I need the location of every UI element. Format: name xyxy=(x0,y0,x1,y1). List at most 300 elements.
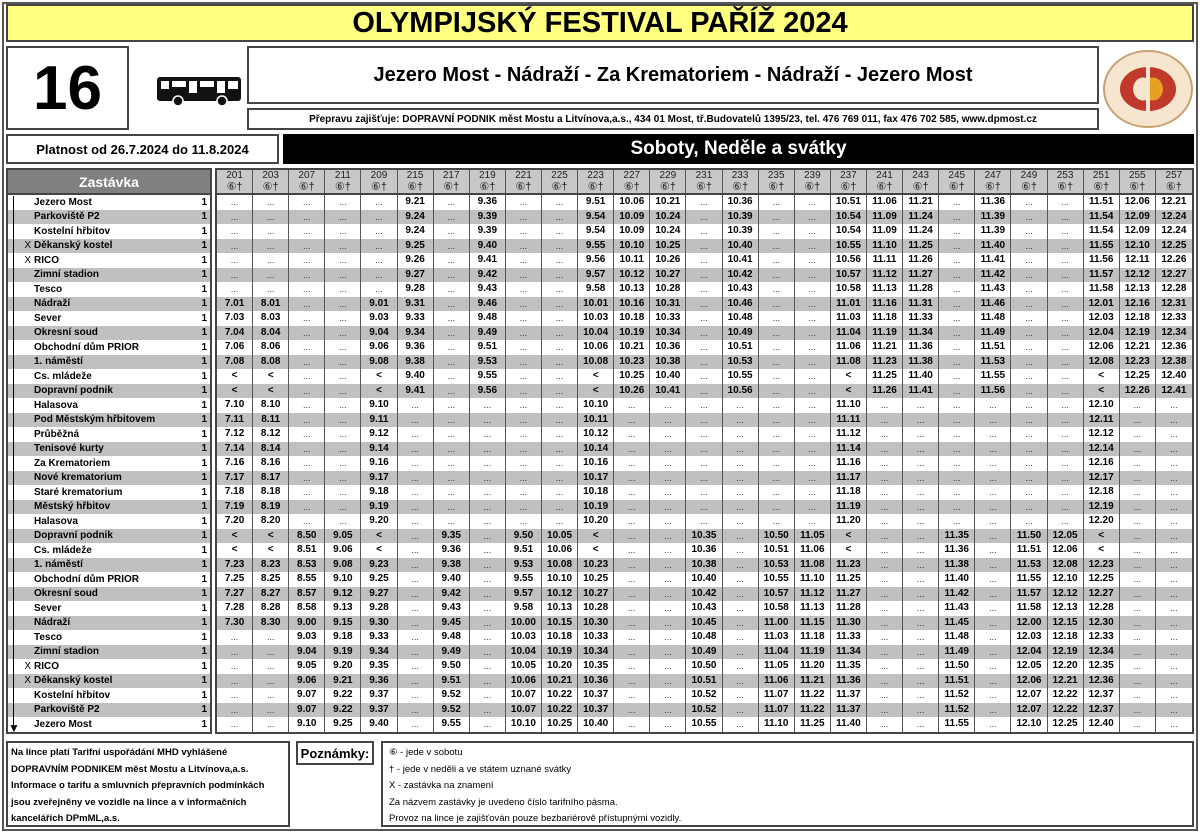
departure-time: 10.21 xyxy=(650,195,686,210)
stop-row xyxy=(8,195,210,210)
trip-day-symbols: ⑥† xyxy=(470,182,506,193)
departure-time: ... xyxy=(903,616,939,631)
departure-time: 11.07 xyxy=(759,688,795,703)
trip-day-symbols: ⑥† xyxy=(506,182,542,193)
departure-time: ... xyxy=(506,355,542,370)
trip-number: 241 xyxy=(867,170,903,182)
departure-time: ... xyxy=(795,456,831,471)
departure-time: ... xyxy=(867,398,903,413)
departure-time: ... xyxy=(217,195,253,210)
departure-time: 11.00 xyxy=(759,616,795,631)
tariff-zone: 1 xyxy=(201,254,207,266)
departure-time: 12.10 xyxy=(1120,239,1156,254)
departure-time: 12.35 xyxy=(1084,659,1120,674)
arrow-down-icon: ▼ xyxy=(8,721,20,735)
departure-time: 12.12 xyxy=(1048,587,1084,602)
departure-time: 9.36 xyxy=(398,340,434,355)
departure-time: 9.00 xyxy=(289,616,325,631)
departure-time: ... xyxy=(614,442,650,457)
departure-time: 12.28 xyxy=(1161,283,1187,294)
departure-time: ... xyxy=(1170,501,1178,512)
departure-time: ... xyxy=(217,688,253,703)
departure-time: ... xyxy=(1170,704,1178,715)
departure-time: ... xyxy=(795,485,831,500)
departure-time: 10.01 xyxy=(578,297,614,312)
tariff-zone: 1 xyxy=(201,399,207,411)
departure-time: 10.06 xyxy=(578,340,614,355)
stop-row xyxy=(8,471,210,486)
departure-time: ... xyxy=(939,210,975,225)
departure-time: ... xyxy=(217,645,253,660)
departure-time: ... xyxy=(506,384,542,399)
departure-time: 11.50 xyxy=(1011,529,1047,544)
departure-time: 9.05 xyxy=(289,659,325,674)
departure-time: 8.57 xyxy=(289,587,325,602)
stop-row xyxy=(8,326,210,341)
trip-day-symbols: ⑥† xyxy=(1120,182,1156,193)
departure-time: 9.36 xyxy=(434,543,470,558)
departure-time: 10.55 xyxy=(831,239,867,254)
departure-time: ... xyxy=(1011,398,1047,413)
departure-time: ... xyxy=(506,239,542,254)
trip-symbols-row xyxy=(217,182,1192,195)
departure-time: 9.12 xyxy=(361,427,397,442)
stop-name: Kostelní hřbitov xyxy=(34,225,111,237)
stop-name: Halasova xyxy=(34,399,78,411)
departure-time: ... xyxy=(903,674,939,689)
stop-row xyxy=(8,268,210,283)
departure-time: 10.25 xyxy=(578,572,614,587)
trip-day-symbols: ⑥† xyxy=(217,182,253,193)
departure-time: 11.24 xyxy=(903,210,939,225)
trip-numbers-row xyxy=(217,170,1192,182)
departure-time: 10.12 xyxy=(542,587,578,602)
departure-time: ... xyxy=(1048,224,1084,239)
departure-time: ... xyxy=(542,239,578,254)
departure-time: 10.18 xyxy=(578,485,614,500)
departure-time: 11.05 xyxy=(759,659,795,674)
departure-time: ... xyxy=(361,195,397,210)
departure-time: 11.41 xyxy=(903,384,939,399)
departure-time: ... xyxy=(506,282,542,297)
departure-time: 9.22 xyxy=(325,688,361,703)
departure-time: ... xyxy=(398,688,434,703)
departure-time: 10.36 xyxy=(578,674,614,689)
departure-time: 11.39 xyxy=(975,224,1011,239)
departure-time: ... xyxy=(1120,413,1156,428)
departure-time: 9.56 xyxy=(578,253,614,268)
departure-time: 10.13 xyxy=(614,282,650,297)
departure-time: ... xyxy=(723,398,759,413)
departure-time: 9.30 xyxy=(361,616,397,631)
departure-time: ... xyxy=(867,485,903,500)
departure-time: ... xyxy=(434,384,470,399)
departure-time: 10.05 xyxy=(542,529,578,544)
stop-row xyxy=(8,398,210,413)
departure-time: ... xyxy=(434,427,470,442)
departure-time: 10.33 xyxy=(578,630,614,645)
departure-time: 11.52 xyxy=(939,688,975,703)
departure-time: ... xyxy=(398,485,434,500)
table-row xyxy=(217,529,1192,544)
departure-time: ... xyxy=(506,514,542,529)
departure-time: ... xyxy=(939,297,975,312)
departure-time: < xyxy=(361,529,397,544)
departure-time: ... xyxy=(1048,456,1084,471)
departure-time: 12.21 xyxy=(1048,674,1084,689)
departure-time: ... xyxy=(686,195,722,210)
departure-time: ... xyxy=(650,601,686,616)
departure-time: ... xyxy=(398,500,434,515)
departure-time: ... xyxy=(434,369,470,384)
departure-time: ... xyxy=(975,442,1011,457)
departure-time: 10.18 xyxy=(614,311,650,326)
departure-time: 10.03 xyxy=(506,630,542,645)
stop-name: Parkoviště P2 xyxy=(34,704,100,716)
departure-time: ... xyxy=(1170,472,1178,483)
departure-time: ... xyxy=(614,688,650,703)
trip-number: 235 xyxy=(759,170,795,182)
departure-time: < xyxy=(361,543,397,558)
stop-name: RICO xyxy=(34,660,59,672)
tariff-zone: 1 xyxy=(201,472,207,484)
departure-time: ... xyxy=(542,224,578,239)
departure-time: 7.01 xyxy=(217,297,253,312)
departure-time: ... xyxy=(939,239,975,254)
departure-time: ... xyxy=(1048,485,1084,500)
stop-row xyxy=(8,485,210,500)
departure-time: ... xyxy=(289,224,325,239)
departure-time: ... xyxy=(723,558,759,573)
departure-time: 10.35 xyxy=(578,659,614,674)
stop-name: Nové krematorium xyxy=(34,472,122,484)
departure-time: 11.13 xyxy=(867,282,903,297)
departure-time: ... xyxy=(903,659,939,674)
departure-time: ... xyxy=(1120,601,1156,616)
departure-time: ... xyxy=(795,224,831,239)
departure-time: ... xyxy=(217,224,253,239)
departure-time: 10.51 xyxy=(831,195,867,210)
departure-time: ... xyxy=(434,311,470,326)
departure-time: 7.11 xyxy=(217,413,253,428)
departure-time: ... xyxy=(723,485,759,500)
departure-time: 9.03 xyxy=(361,311,397,326)
departure-time: ... xyxy=(975,616,1011,631)
departure-time: 9.25 xyxy=(325,717,361,732)
departure-time: ... xyxy=(1120,543,1156,558)
table-row xyxy=(217,398,1192,413)
departure-time: ... xyxy=(867,471,903,486)
departure-time: ... xyxy=(903,514,939,529)
departure-time: ... xyxy=(723,471,759,486)
departure-time: ... xyxy=(650,543,686,558)
departure-time: ... xyxy=(398,471,434,486)
departure-time: ... xyxy=(903,645,939,660)
departure-time: ... xyxy=(1048,297,1084,312)
departure-time: 9.54 xyxy=(578,210,614,225)
departure-time: 10.41 xyxy=(650,384,686,399)
departure-time: ... xyxy=(253,688,289,703)
departure-time: ... xyxy=(398,659,434,674)
departure-time: 8.11 xyxy=(253,413,289,428)
departure-time: ... xyxy=(939,340,975,355)
trip-number: 253 xyxy=(1048,170,1084,182)
tariff-zone: 1 xyxy=(201,443,207,455)
stops-header: Zastávka xyxy=(8,170,210,195)
departure-time: 8.53 xyxy=(289,558,325,573)
departure-time: 11.43 xyxy=(939,601,975,616)
departure-time: 9.42 xyxy=(470,268,506,283)
departure-time: ... xyxy=(795,514,831,529)
departure-time: ... xyxy=(1048,514,1084,529)
departure-time: 12.16 xyxy=(1084,456,1120,471)
trip-day-symbols: ⑥† xyxy=(650,182,686,193)
departure-time: 8.50 xyxy=(289,529,325,544)
departure-time: ... xyxy=(398,703,434,718)
departure-time: 9.52 xyxy=(434,688,470,703)
departure-time: 9.54 xyxy=(578,224,614,239)
departure-time: 12.13 xyxy=(1120,282,1156,297)
departure-time: ... xyxy=(939,253,975,268)
departure-time: ... xyxy=(795,268,831,283)
departure-time: 10.24 xyxy=(650,224,686,239)
departure-time: ... xyxy=(217,717,253,732)
tariff-zone: 1 xyxy=(201,704,207,716)
table-row xyxy=(217,645,1192,660)
tariff-zone: 1 xyxy=(201,501,207,513)
departure-time: 11.55 xyxy=(1011,572,1047,587)
departure-time: ... xyxy=(650,427,686,442)
departure-time: ... xyxy=(903,543,939,558)
departure-time: 11.51 xyxy=(975,340,1011,355)
departure-time: ... xyxy=(470,427,506,442)
departure-time: ... xyxy=(614,601,650,616)
departure-time: 11.21 xyxy=(903,195,939,210)
departure-time: ... xyxy=(1011,456,1047,471)
departure-time: 11.41 xyxy=(975,253,1011,268)
departure-time: ... xyxy=(686,514,722,529)
departure-time: 10.40 xyxy=(578,717,614,732)
stop-row xyxy=(8,688,210,703)
stop-row xyxy=(8,210,210,225)
departure-time: ... xyxy=(686,282,722,297)
departure-time: 11.35 xyxy=(939,529,975,544)
departure-time: ... xyxy=(434,282,470,297)
departure-time: 10.43 xyxy=(686,601,722,616)
table-row xyxy=(217,471,1192,486)
departure-time: 10.17 xyxy=(578,471,614,486)
departure-time: 9.40 xyxy=(361,717,397,732)
departure-time: ... xyxy=(1048,239,1084,254)
departure-time: ... xyxy=(1011,224,1047,239)
departure-time: ... xyxy=(470,674,506,689)
departure-time: ... xyxy=(542,398,578,413)
departure-time: 7.20 xyxy=(217,514,253,529)
departure-time: 9.40 xyxy=(398,369,434,384)
trip-day-symbols: ⑥† xyxy=(325,182,361,193)
tariff-zone: 1 xyxy=(201,675,207,687)
tariff-zone: 1 xyxy=(201,327,207,339)
departure-time: ... xyxy=(867,558,903,573)
departure-time: ... xyxy=(253,268,289,283)
departure-time: 9.49 xyxy=(470,326,506,341)
departure-time: ... xyxy=(939,311,975,326)
departure-time: 9.57 xyxy=(506,587,542,602)
departure-time: ... xyxy=(289,326,325,341)
departure-time: ... xyxy=(759,340,795,355)
departure-time: ... xyxy=(542,326,578,341)
departure-time: 9.15 xyxy=(325,616,361,631)
departure-time: 10.55 xyxy=(759,572,795,587)
departure-time: ... xyxy=(867,543,903,558)
tariff-line: kancelářích DPmML,a.s. xyxy=(11,813,120,824)
departure-time: 11.26 xyxy=(867,384,903,399)
departure-time: 9.58 xyxy=(506,601,542,616)
departure-time: 10.36 xyxy=(650,340,686,355)
stop-row xyxy=(8,601,210,616)
departure-time: ... xyxy=(903,703,939,718)
departure-time: ... xyxy=(542,500,578,515)
departure-time: 11.27 xyxy=(903,268,939,283)
route-description: Jezero Most - Nádraží - Za Krematoriem - Nádraží - Jezero Most xyxy=(247,46,1099,104)
departure-time: ... xyxy=(470,471,506,486)
trip-number: 209 xyxy=(361,170,397,182)
departure-time: < xyxy=(578,369,614,384)
departure-time: 11.54 xyxy=(1084,224,1120,239)
departure-time: 11.15 xyxy=(795,616,831,631)
departure-time: ... xyxy=(1011,500,1047,515)
departure-time: ... xyxy=(759,500,795,515)
departure-time: ... xyxy=(1170,690,1178,700)
departure-time: ... xyxy=(1120,616,1156,631)
departure-time: ... xyxy=(1170,414,1178,425)
departure-time: 11.19 xyxy=(831,500,867,515)
departure-time: 10.35 xyxy=(686,529,722,544)
tariff-zone: 1 xyxy=(201,573,207,585)
departure-time: 9.51 xyxy=(470,340,506,355)
departure-time: 12.15 xyxy=(1048,616,1084,631)
departure-time: 12.25 xyxy=(1048,717,1084,732)
departure-time: ... xyxy=(1011,210,1047,225)
departure-time: 11.52 xyxy=(939,703,975,718)
departure-time: ... xyxy=(1170,487,1178,497)
departure-time: ... xyxy=(614,703,650,718)
tariff-zone: 1 xyxy=(201,341,207,353)
departure-time: ... xyxy=(253,282,289,297)
departure-time: 12.05 xyxy=(1048,529,1084,544)
departure-time: ... xyxy=(361,239,397,254)
trip-day-symbols: ⑥† xyxy=(361,182,397,193)
departure-time: 10.24 xyxy=(650,210,686,225)
departure-time: 10.04 xyxy=(506,645,542,660)
departure-time: 11.57 xyxy=(1011,587,1047,602)
departure-time: ... xyxy=(325,253,361,268)
departure-time: ... xyxy=(506,210,542,225)
departure-time: ... xyxy=(723,500,759,515)
stop-row xyxy=(8,587,210,602)
tariff-zone: 1 xyxy=(201,660,207,672)
stop-row xyxy=(8,717,210,735)
departure-time: 9.06 xyxy=(361,340,397,355)
departure-time: ... xyxy=(325,210,361,225)
departure-time: < xyxy=(1084,543,1120,558)
table-row xyxy=(217,717,1192,732)
departure-time: 11.20 xyxy=(795,659,831,674)
departure-time: ... xyxy=(723,442,759,457)
departure-time: ... xyxy=(398,587,434,602)
departure-time: 11.39 xyxy=(975,210,1011,225)
departure-time: ... xyxy=(289,268,325,283)
departure-time: ... xyxy=(542,384,578,399)
table-row xyxy=(217,659,1192,674)
stop-name: Okresní soud xyxy=(34,588,98,600)
departure-time: ... xyxy=(361,268,397,283)
departure-time: 9.34 xyxy=(398,326,434,341)
departure-time: 12.21 xyxy=(1161,196,1187,207)
departure-time: 11.17 xyxy=(831,471,867,486)
stop-row xyxy=(8,558,210,573)
departure-time: ... xyxy=(1120,674,1156,689)
table-row xyxy=(217,369,1192,384)
departure-time: 9.18 xyxy=(361,485,397,500)
departure-time: 10.38 xyxy=(686,558,722,573)
stop-row xyxy=(8,384,210,399)
departure-time: 10.45 xyxy=(686,616,722,631)
departure-time: 12.07 xyxy=(1011,703,1047,718)
departure-time: ... xyxy=(325,471,361,486)
departure-time: ... xyxy=(253,195,289,210)
departure-time: 10.52 xyxy=(686,703,722,718)
departure-time: ... xyxy=(867,630,903,645)
departure-time: 11.48 xyxy=(975,311,1011,326)
departure-time: 10.06 xyxy=(542,543,578,558)
trip-day-symbols: ⑥† xyxy=(795,182,831,193)
stop-name: Dopravní podnik xyxy=(34,385,113,397)
trip-day-symbols: ⑥† xyxy=(1084,182,1120,193)
departure-time: ... xyxy=(1048,253,1084,268)
departure-time: ... xyxy=(759,297,795,312)
departure-time: 10.06 xyxy=(506,674,542,689)
departure-time: ... xyxy=(289,369,325,384)
departure-time: 12.18 xyxy=(1084,485,1120,500)
departure-time: ... xyxy=(939,413,975,428)
departure-time: ... xyxy=(506,471,542,486)
departure-time: ... xyxy=(506,195,542,210)
departure-time: ... xyxy=(686,369,722,384)
departure-time: ... xyxy=(434,355,470,370)
departure-time: 9.20 xyxy=(325,659,361,674)
departure-time: 12.18 xyxy=(1120,311,1156,326)
departure-time: ... xyxy=(975,558,1011,573)
departure-time: 11.23 xyxy=(831,558,867,573)
departure-time: 12.21 xyxy=(1120,340,1156,355)
table-row xyxy=(217,239,1192,254)
trip-number: 219 xyxy=(470,170,506,182)
departure-time: < xyxy=(217,529,253,544)
departure-time: ... xyxy=(217,268,253,283)
departure-time: ... xyxy=(470,645,506,660)
departure-time: ... xyxy=(470,587,506,602)
departure-time: 12.26 xyxy=(1161,254,1187,265)
stop-name: Okresní soud xyxy=(34,327,98,339)
departure-time: ... xyxy=(1011,413,1047,428)
departure-time: ... xyxy=(434,500,470,515)
departure-time: ... xyxy=(939,456,975,471)
departure-time: ... xyxy=(398,572,434,587)
stop-name: RICO xyxy=(34,254,59,266)
departure-time: 12.38 xyxy=(1161,355,1187,367)
note-sunday: † - jede v neděli a ve státem uznané svátky xyxy=(389,763,572,775)
